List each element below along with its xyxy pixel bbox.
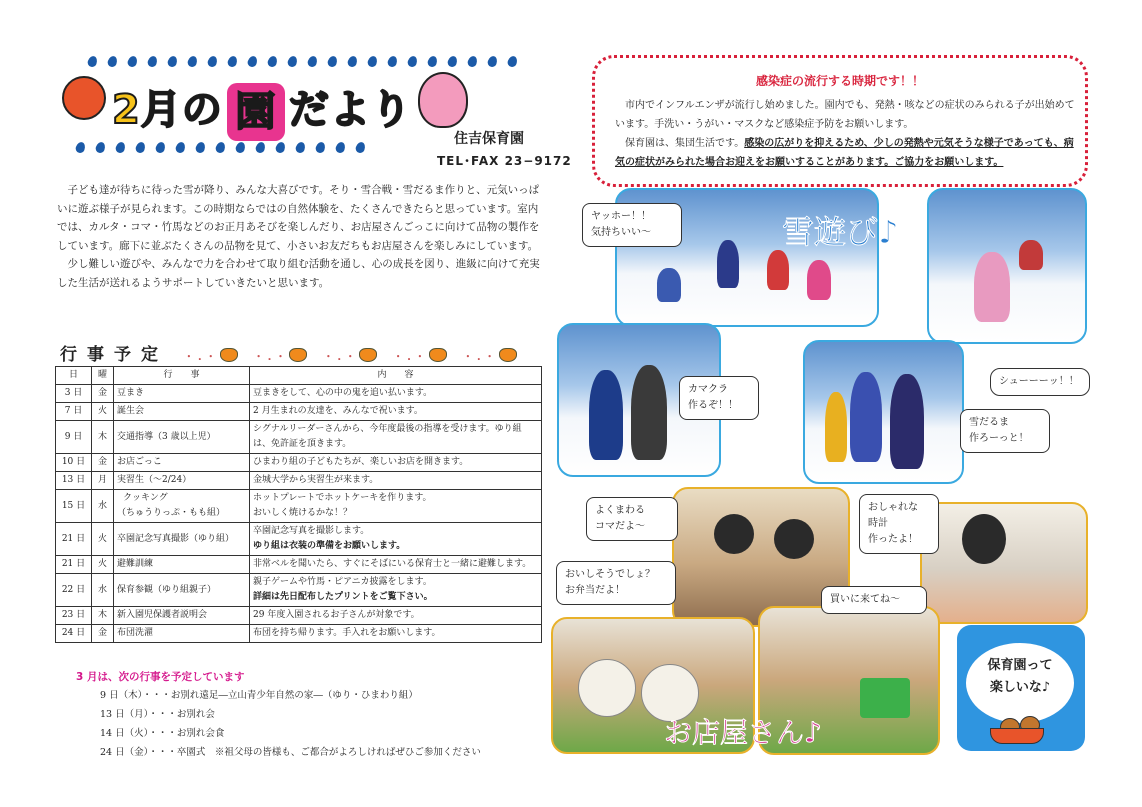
photo-snowman [803,340,964,484]
speech-bubble: よくまわる コマだよ〜 [586,497,678,541]
photo-slide [927,188,1087,344]
list-item: 24 日（金）・・・卒園式 ※祖父母の皆様も、ご都合がよろしければぜひご参加ください [100,747,481,758]
march-list [100,686,481,762]
march-heading: 3 月は、次の行事を予定しています [76,671,245,683]
list-item: 9 日（木）・・・お別れ遠足―立山青少年自然の家―（ゆり・ひまわり組） [100,690,418,701]
notice-paragraph: 保育園は、集団生活です。感染の広がりを抑えるため、少しの発熱や元気そうな様子であっても、病気の症状がみられた場合お迎えをお願いすることがあります。ご協力をお願いします。 [615,138,1074,168]
table-row: 7 日 火 誕生会 2 月生まれの友達を、みんなで祝います。 [56,403,542,421]
table-row: 13 日 月 実習生（〜2/24） 金城大学から実習生が来ます。 [56,472,542,490]
speech-bubble: 買いに来てね〜 [821,586,927,614]
speech-bubble: シューーーッ！！ [990,368,1090,396]
list-item: 14 日（火）・・・お別れ会食 [100,728,225,739]
header-dots-top [88,52,528,66]
intro-text [57,181,540,293]
oni-mascot-icon [62,76,106,120]
closing-message: 保育園って 楽しいな♪ [966,643,1074,723]
basket-icon [990,728,1044,744]
schedule-table [55,366,542,643]
table-row: 9 日 木 交通指導（3 歳以上児） シグナルリーダーさんから、今年度最後の指導を受けます。ゆり組は、免許証を頂きます。 [56,421,542,454]
bunny-mascot-icon [418,72,468,128]
table-row: 3 日 金 豆まき 豆まきをして、心の中の鬼を追い払います。 [56,385,542,403]
table-row: 15 日 水 クッキング （ちゅうりっぷ・もも組） ホットプレートでホットケーキを作ります。 おいしく焼けるかな！？ [56,490,542,523]
intro-paragraph: 少し難しい遊びや、みんなで力を合わせて取り組む活動を通し、心の成長を図り、進級に向けて充実した生活が送れるようサポートしていきたいと思います。 [57,258,540,289]
page-title: 2月の 園 だより [112,78,412,141]
table-row: 10 日 金 お店ごっこ ひまわり組の子どもたちが、楽しいお店を開きます。 [56,454,542,472]
list-item: 13 日（月）・・・お別れ会 [100,709,215,720]
cat-icon [429,348,447,362]
table-row: 23 日 木 新入園児保護者説明会 29 年度入園されるお子さんが対象です。 [56,607,542,625]
snow-title: 雪遊び♪ [782,213,899,251]
notice-paragraph: 市内でインフルエンザが流行し始めました。園内でも、発熱・咳などの症状のみられる子が出始めています。手洗い・うがい・マスクなど感染症予防をお願いします。 [615,100,1075,130]
school-name: 住吉保育園 [454,131,524,147]
speech-bubble: おいしそうでしょ？ お弁当だよ！ [556,561,676,605]
intro-paragraph: 子ども達が待ちに待った雪が降り、みんな大喜びです。そり・雪合戦・雪だるま作りと、元気いっぱいに遊ぶ様子が見られます。この時期ならではの自然体験を、たくさんできたらと思っています。室内では、カルタ・コマ・竹馬などのお正月あそびを楽しんだり、お店屋さんごっこに向けて品物の製作をしています。廊下に並ぶたくさんの品物を見て、小さいお友だちもお店屋さんを楽しみにしています。 [57,184,540,252]
table-row: 21 日 火 卒園記念写真撮影（ゆり組） 卒園記念写真を撮影します。 ゆり組は衣装の準備をお願いします。 [56,523,542,556]
photo-clock [920,502,1088,624]
table-header-row: 日 曜 行 事 内 容 [56,367,542,385]
tel-fax: TEL･FAX 23−9172 [437,154,572,168]
cat-icon [220,348,238,362]
table-row: 24 日 金 布団洗濯 布団を持ち帰ります。手入れをお願いします。 [56,625,542,643]
cat-icon [499,348,517,362]
title-en-badge: 園 [227,83,285,141]
cat-icon [289,348,307,362]
notice-title: 感染症の流行する時期です！！ [755,74,924,88]
speech-bubble: カマクラ 作るぞ！！ [679,376,759,420]
speech-bubble: 雪だるま 作ろーっと！ [960,409,1050,453]
cat-icon [359,348,377,362]
speech-bubble: おしゃれな 時計 作ったよ！ [859,494,939,554]
shop-title: お店屋さん♪ [664,716,822,749]
infection-notice [592,55,1088,187]
table-row: 22 日 水 保育参観（ゆり組親子） 親子ゲームや竹馬・ピアニカ披露をします。 詳細は先日配布したプリントをご覧下さい。 [56,574,542,607]
speech-bubble: ヤッホー！！ 気持ちいい〜 [582,203,682,247]
table-row: 21 日 火 避難訓練 非常ベルを聞いたら、すぐにそばにいる保育士と一緒に避難します。 [56,556,542,574]
schedule-title: 行事予定 ・.・ ・.・ ・.・ ・.・ ・.・ [60,340,517,365]
